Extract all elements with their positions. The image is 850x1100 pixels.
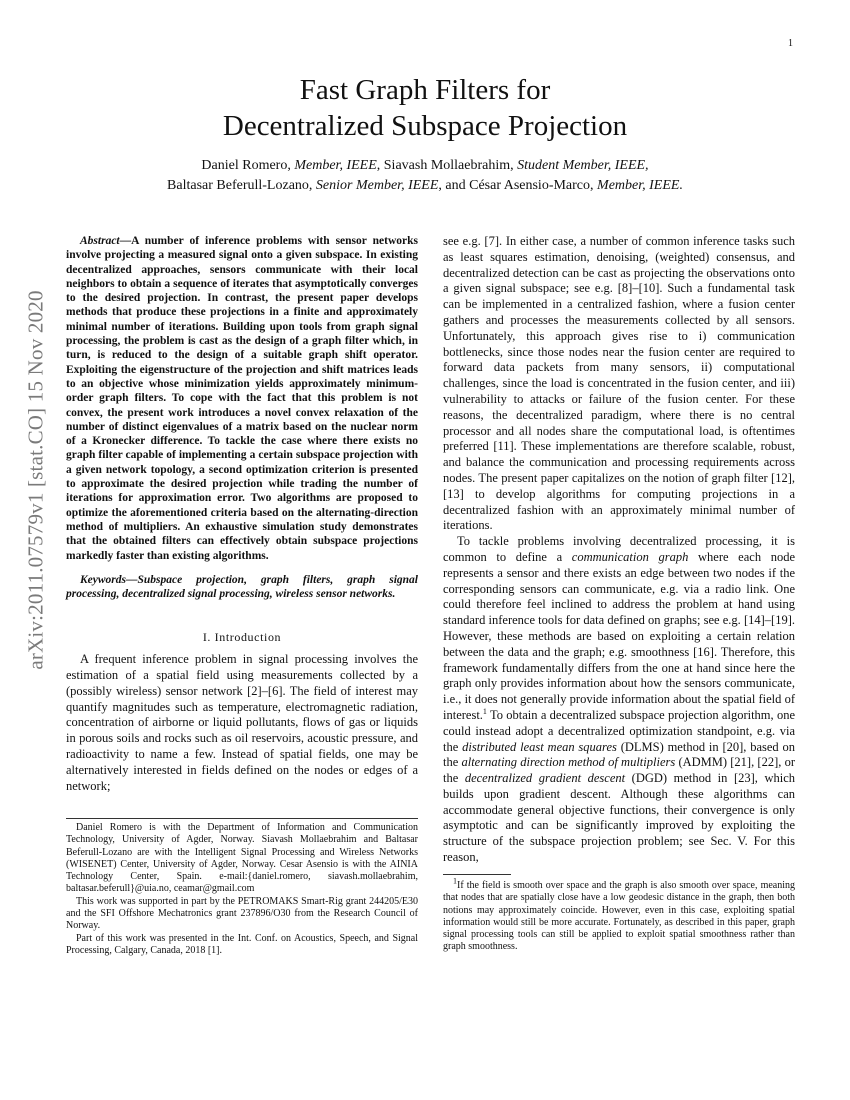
author-line-1: Daniel Romero, Member, IEEE, Siavash Mollaebrahim, Student Member, IEEE, (201, 158, 649, 173)
footnote-divider (66, 818, 418, 819)
arxiv-id: arXiv:2011.07579v1 [stat.CO] 15 Nov 2020 (23, 290, 48, 670)
affiliation-footnotes (66, 822, 418, 957)
footnote-affiliation: Daniel Romero is with the Department of Information and Communication Technology, University of Agder, Norway. Siavash Mollaebrahim and Baltasar Beferull-Lozano are with the Intelligent Signal Processing and Wireless Networks (WISENET) Center, University of Agder, Norway. Cesar Asensio is with the AINIA Technology Center, Spain. e-mail:{daniel.romero, siavash.mollaebrahim, baltasar.beferull}@uia.no, ceamar@gmail.com (66, 822, 418, 895)
author-name: Daniel Romero (201, 158, 288, 173)
right-column (443, 234, 795, 866)
abstract-text: —A number of inference problems with sensor networks involve projecting a measured signal onto a given subspace. In existing decentralized approaches, sensors communicate with their local neighbors to obtain a sequence of iterates that asymptotically converges to the desired projection. In contrast, the present paper develops methods that produce these projections in a finite and approximately minimal number of iterations. Building upon tools from graph signal processing, the problem is cast as the design of a graph filter which, in turn, is reduced to the design of a suitable graph shift operator. Exploiting the eigenstructure of the projection and shift matrices leads to an objective whose minimization yields approximately minimum-order graph filters. To cope with the fact that this problem is not convex, the present work introduces a novel convex relaxation of the number of distinct eigenvalues of a matrix based on the nuclear norm of a Kronecker difference. To tackle the case where there exists no graph filter capable of implementing a certain subspace projection with a given network topology, a second optimization criterion is presented to approximate the desired projection while trading the number of iterations for approximation error. Two algorithms are proposed to optimize the aforementioned criteria based on the alternating-direction method of multipliers. An exhaustive simulation study demonstrates that the obtained filters can effectively obtain subspace projections markedly faster than existing algorithms. (66, 235, 418, 562)
footnote-funding: This work was supported in part by the PETROMAKS Smart-Rig grant 244205/E30 and the SFI Offshore Mechatronics grant 237896/O30 from the Research Council of Norway. (66, 895, 418, 932)
keywords: Keywords—Subspace projection, graph filters, graph signal processing, decentralized signal processing, wireless sensor networks. (66, 573, 418, 601)
title-line-1: Fast Graph Filters for (299, 74, 551, 106)
arxiv-watermark (8, 285, 64, 675)
body-paragraph-2: To tackle problems involving decentralized processing, it is common to define a communication graph where each node represents a sensor and there exists an edge between two nodes if the corresponding sensors can communicate, e.g. via a radio link. One could therefore feel inclined to address the problem at hand using standard inference tools for data defined on graphs; see e.g. [14]–[19]. However, these methods are based on exploiting a certain relation between the data and the graph; e.g. smoothness [16]. Therefore, this framework fundamentally differs from the one at hand since here the graph only provides information about how the sensors communicate, i.e., it does not generally provide information about the spatial field of interest.$^1$ To obtain a decentralized subspace projection algorithm, one could instead adopt a decentralized optimization standpoint, e.g. via the distributed least mean squares (DLMS) method in [20], based on the alternating direction method of multipliers (ADMM) [21], [22], or the decentralized gradient descent (DGD) method in [23], which builds upon gradient descent. Although these algorithms can accommodate general objective functions, their convergence is only asymptotic and can be significantly improved by exploiting the structure of the subspace projection problem; see Sec. V. For this reason, (443, 534, 796, 865)
abstract-label: Abstract (80, 235, 120, 247)
author-role: Member, IEEE (294, 158, 377, 173)
body-paragraph-1: see e.g. [7]. In either case, a number of common inference tasks such as least squares estimation, denoising, (weighted) consensus, and decentralized detection can be cast as projecting the observations onto a given signal subspace; see e.g. [8]–[10]. Such a fundamental task can be implemented in a centralized fashion, where a fusion center gathers and processes the measurements collected by all sensors. Unfortunately, this approach gives rise to i) communication bottlenecks, since those nodes near the fusion center are required to forward data packets from many sensors, ii) computational challenges, since the load is concentrated in the fusion center, and iii) vulnerability to attacks or failure of the fusion center. For these reasons, the decentralized paradigm, where there is no central processor and all nodes share the computational load, is oftentimes preferred [11]. These implementations are therefore scalable, robust, and balance the communication and processing requirements across nodes. The present paper capitalizes on the notion of graph filter [12], [13] to develop algorithms for computing projections in a decentralized fashion with an approximately minimal number of iterations. (443, 234, 795, 533)
left-column (66, 234, 418, 794)
paper-title (0, 72, 850, 144)
abstract (66, 234, 418, 563)
section-heading-introduction: I. Introduction (202, 630, 282, 645)
footnote-divider (443, 874, 511, 875)
author-list (0, 156, 850, 196)
title-line-2: Decentralized Subspace Projection (222, 110, 628, 142)
author-name: Baltasar Beferull-Lozano (167, 178, 309, 193)
footnote-marker: 1 (453, 876, 457, 886)
footnote-1 (443, 876, 795, 954)
footnote-text: If the field is smooth over space and the graph is also smooth over space, meaning that nodes that are spatially close have a low geodesic distance in the graph, then both notions may approximately coincide. However, even in this case, exploiting spatial information would still be more accurate. Fortunately, as described in this paper, graph signal processing tools can still be applied to exploit spatial smoothness rather than graph smoothness. (443, 880, 795, 953)
author-line-2: Baltasar Beferull-Lozano, Senior Member, IEEE, and César Asensio-Marco, Member, IEEE. (167, 178, 683, 193)
intro-paragraph: A frequent inference problem in signal processing involves the estimation of a spatial field using measurements collected by a (possibly wireless) sensor network [2]–[6]. The field of interest may quantify magnitudes such as temperature, electromagnetic radiation, concentration of airborne or liquid pollutants, flows of gas or liquids in porous soils and rocks such as oil reservoirs, acoustic pressure, and radioactivity to name a few. Instead of spatial fields, one may be alternatively interested in fields defined on the nodes or edges of a network; (66, 652, 418, 793)
author-name: César Asensio-Marco (469, 178, 591, 193)
page-number: 1 (788, 38, 793, 49)
footnote-conference: Part of this work was presented in the Int. Conf. on Acoustics, Speech, and Signal Processing, Calgary, Canada, 2018 [1]. (66, 932, 418, 956)
author-role: Senior Member, IEEE (315, 178, 439, 193)
footnote-marker: 1 (482, 706, 487, 716)
author-name: Siavash Mollaebrahim (383, 158, 511, 173)
author-role: Member, IEEE. (597, 178, 683, 193)
author-role: Student Member, IEEE, (517, 158, 649, 173)
